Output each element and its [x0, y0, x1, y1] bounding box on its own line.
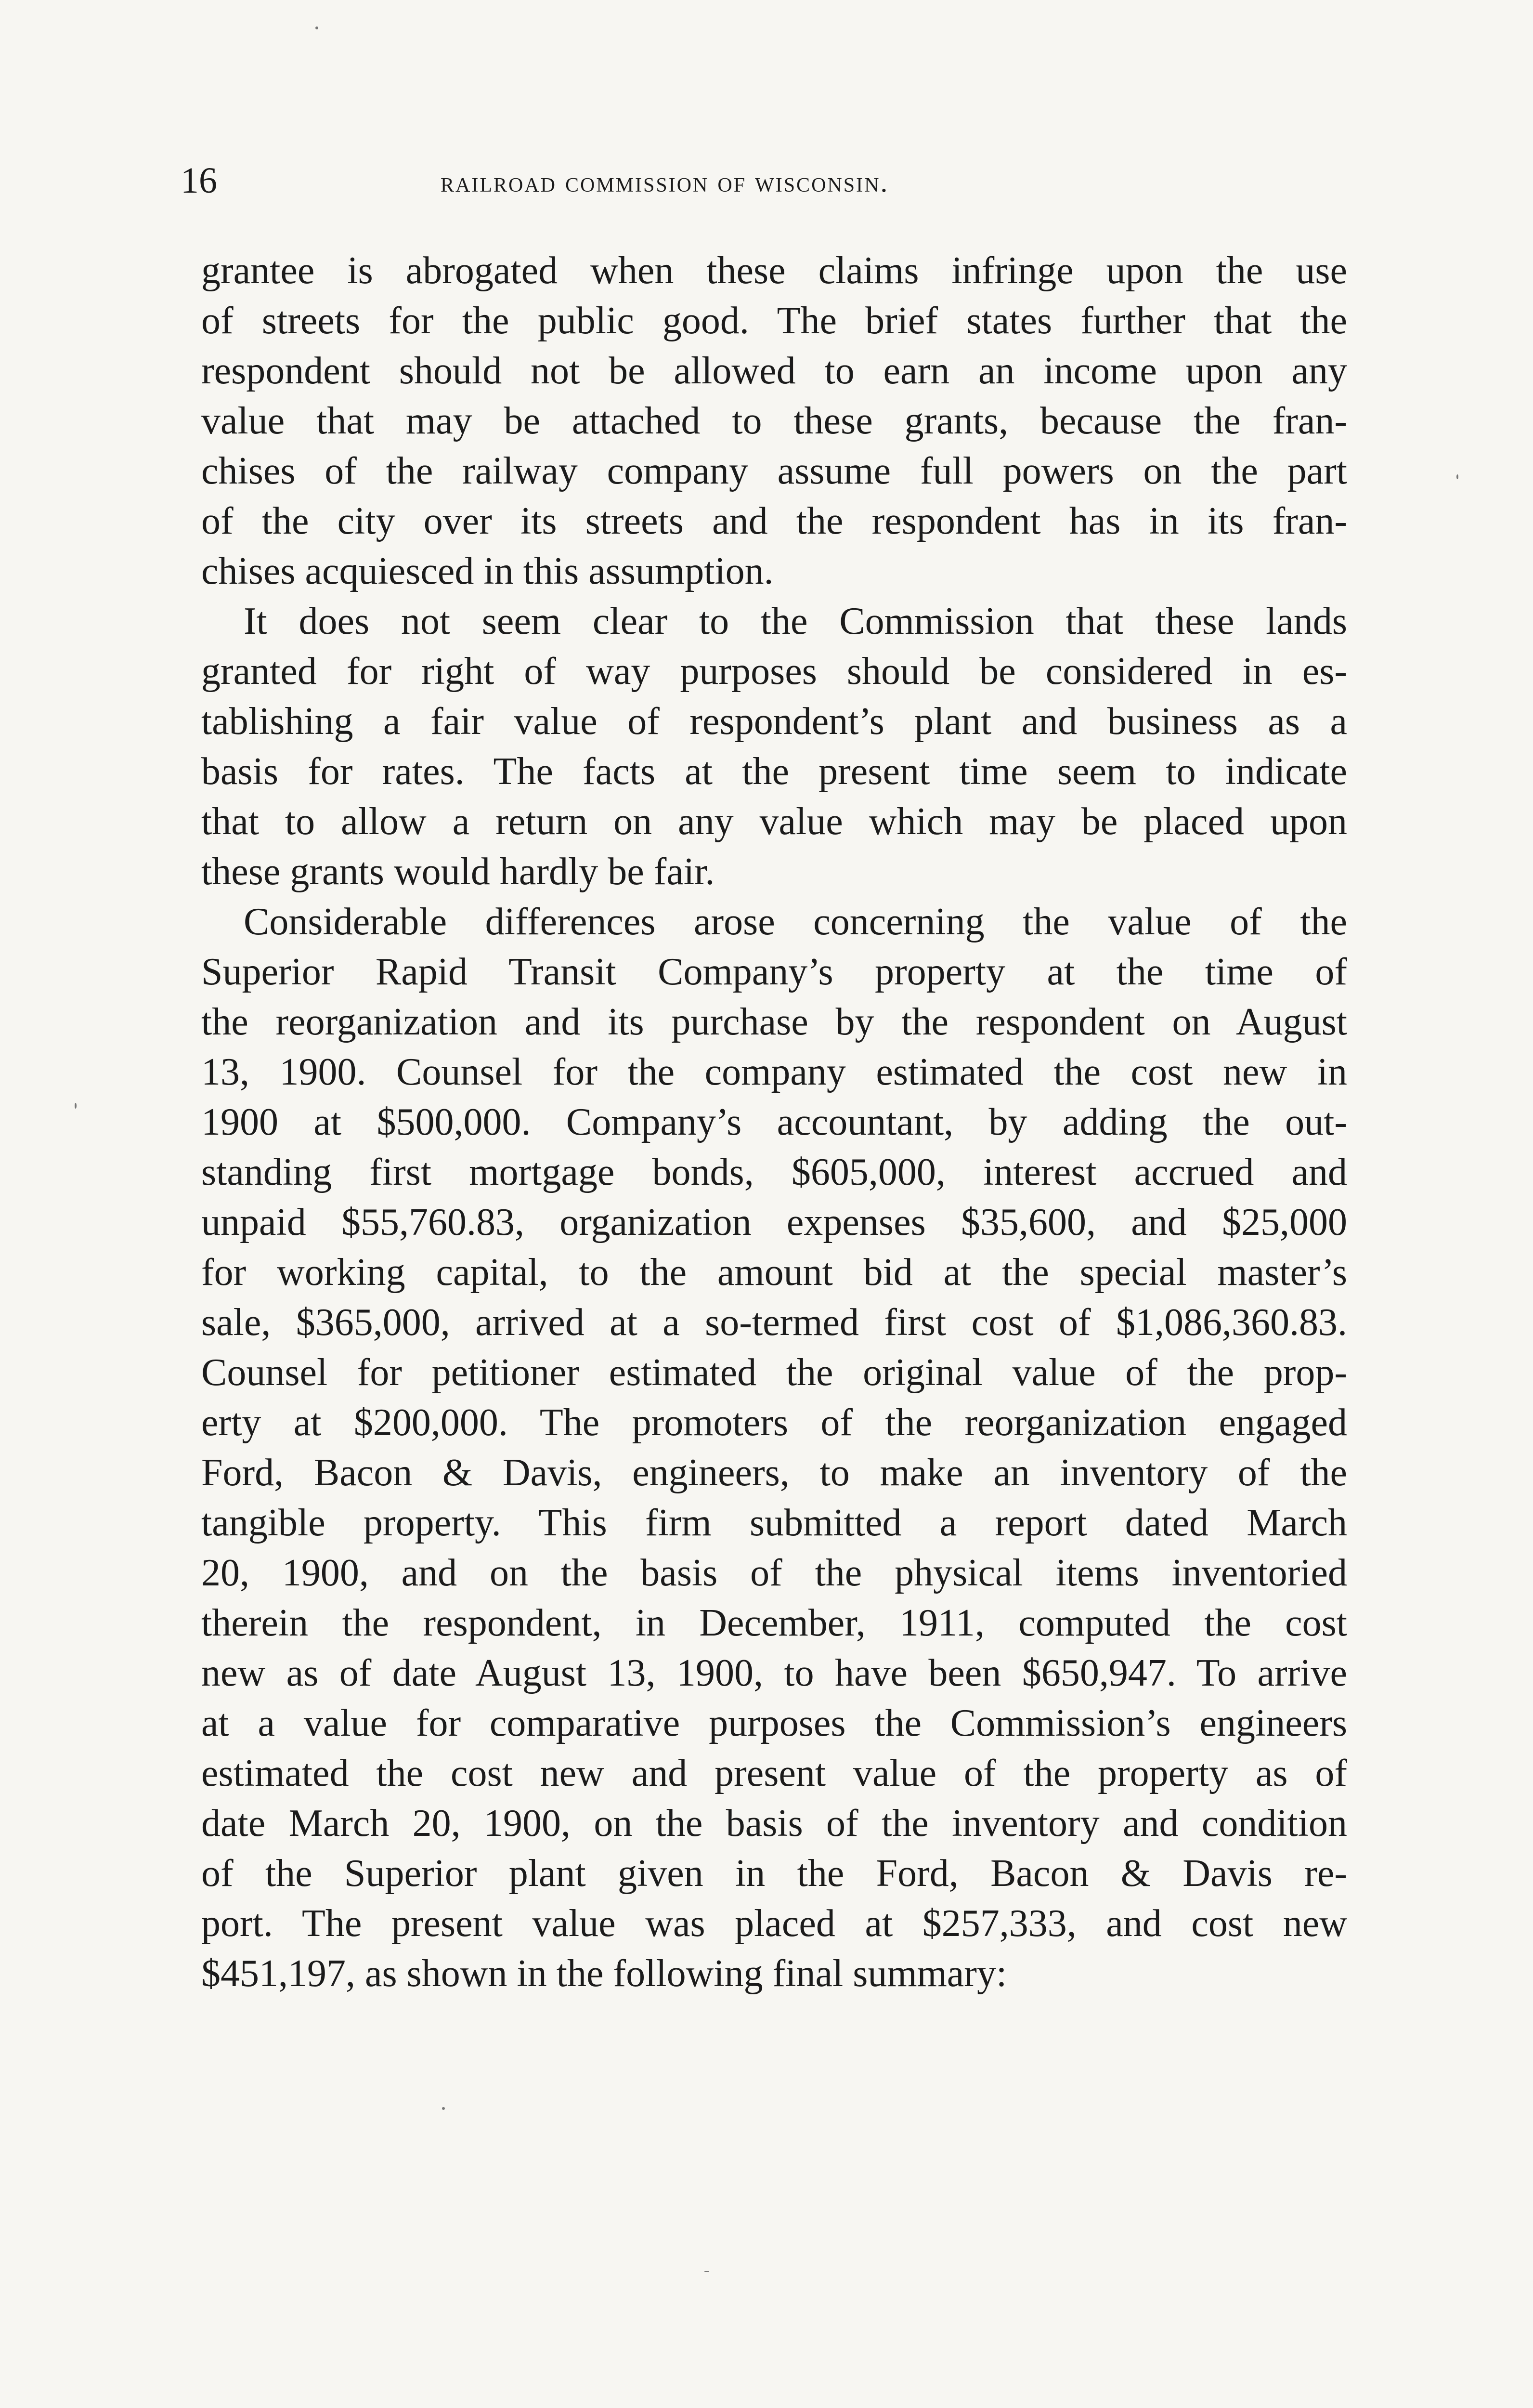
text-line: 20, 1900, and on the basis of the physical items inventoried	[201, 1552, 1347, 1594]
text-line: date March 20, 1900, on the basis of the inventory and condition	[201, 1802, 1347, 1845]
running-head	[181, 159, 1348, 202]
text-line: 13, 1900. Counsel for the company estimated the cost new in	[201, 1051, 1347, 1093]
print-speck	[315, 26, 318, 29]
text-line: for working capital, to the amount bid at the special master’s	[201, 1251, 1347, 1294]
text-line: respondent should not be allowed to earn an income upon any	[201, 350, 1347, 392]
text-line: estimated the cost new and present value of the property as of	[201, 1752, 1347, 1794]
text-line: the reorganization and its purchase by the respondent on August	[201, 1001, 1347, 1043]
text-line: Superior Rapid Transit Company’s property at the time of	[201, 951, 1347, 993]
text-line: standing first mortgage bonds, $605,000, interest accrued and	[201, 1151, 1347, 1193]
print-speck	[442, 2107, 445, 2110]
text-line: grantee is abrogated when these claims infringe upon the use	[201, 249, 1347, 292]
text-line: Considerable differences arose concerning the value of the	[244, 901, 1347, 943]
text-line: of streets for the public good. The brief states further that the	[201, 300, 1347, 342]
print-speck	[1456, 474, 1458, 479]
text-line: 1900 at $500,000. Company’s accountant, by adding the out-	[201, 1101, 1347, 1143]
paragraph	[201, 897, 1347, 1999]
text-line: chises of the railway company assume full powers on the part	[201, 450, 1347, 492]
running-title: railroad commission of wisconsin.	[441, 166, 889, 198]
text-line: tangible property. This firm submitted a report dated March	[201, 1502, 1347, 1544]
text-line: therein the respondent, in December, 1911, computed the cost	[201, 1602, 1347, 1644]
text-line: that to allow a return on any value which may be placed upon	[201, 800, 1347, 843]
text-line: $451,197, as shown in the following final summary:	[201, 1952, 1007, 1995]
text-line: erty at $200,000. The promoters of the reorganization engaged	[201, 1401, 1347, 1444]
text-line: of the Superior plant given in the Ford, Bacon & Davis re-	[201, 1852, 1347, 1895]
paragraph	[201, 596, 1347, 897]
text-line: unpaid $55,760.83, organization expenses $35,600, and $25,000	[201, 1201, 1347, 1243]
print-speck	[75, 1103, 77, 1109]
text-line: It does not seem clear to the Commission that these lands	[244, 600, 1347, 642]
print-speck	[704, 2271, 709, 2272]
text-line: chises acquiesced in this assumption.	[201, 550, 774, 592]
text-line: basis for rates. The facts at the present time seem to indicate	[201, 750, 1347, 793]
text-line: value that may be attached to these grants, because the fran-	[201, 400, 1347, 442]
text-line: port. The present value was placed at $257,333, and cost new	[201, 1902, 1347, 1945]
body-text	[201, 246, 1347, 1999]
text-line: new as of date August 13, 1900, to have been $650,947. To arrive	[201, 1652, 1347, 1694]
text-line: Ford, Bacon & Davis, engineers, to make an inventory of the	[201, 1452, 1347, 1494]
page-number: 16	[181, 160, 217, 201]
text-line: Counsel for petitioner estimated the original value of the prop-	[201, 1351, 1347, 1394]
text-line: sale, $365,000, arrived at a so-termed first cost of $1,086,360.83.	[201, 1301, 1347, 1344]
text-line: tablishing a fair value of respondent’s plant and business as a	[201, 700, 1347, 743]
text-line: granted for right of way purposes should be considered in es-	[201, 650, 1347, 693]
paragraph	[201, 246, 1347, 596]
text-line: of the city over its streets and the respondent has in its fran-	[201, 500, 1347, 542]
text-line: these grants would hardly be fair.	[201, 851, 715, 893]
text-line: at a value for comparative purposes the Commission’s engineers	[201, 1702, 1347, 1744]
